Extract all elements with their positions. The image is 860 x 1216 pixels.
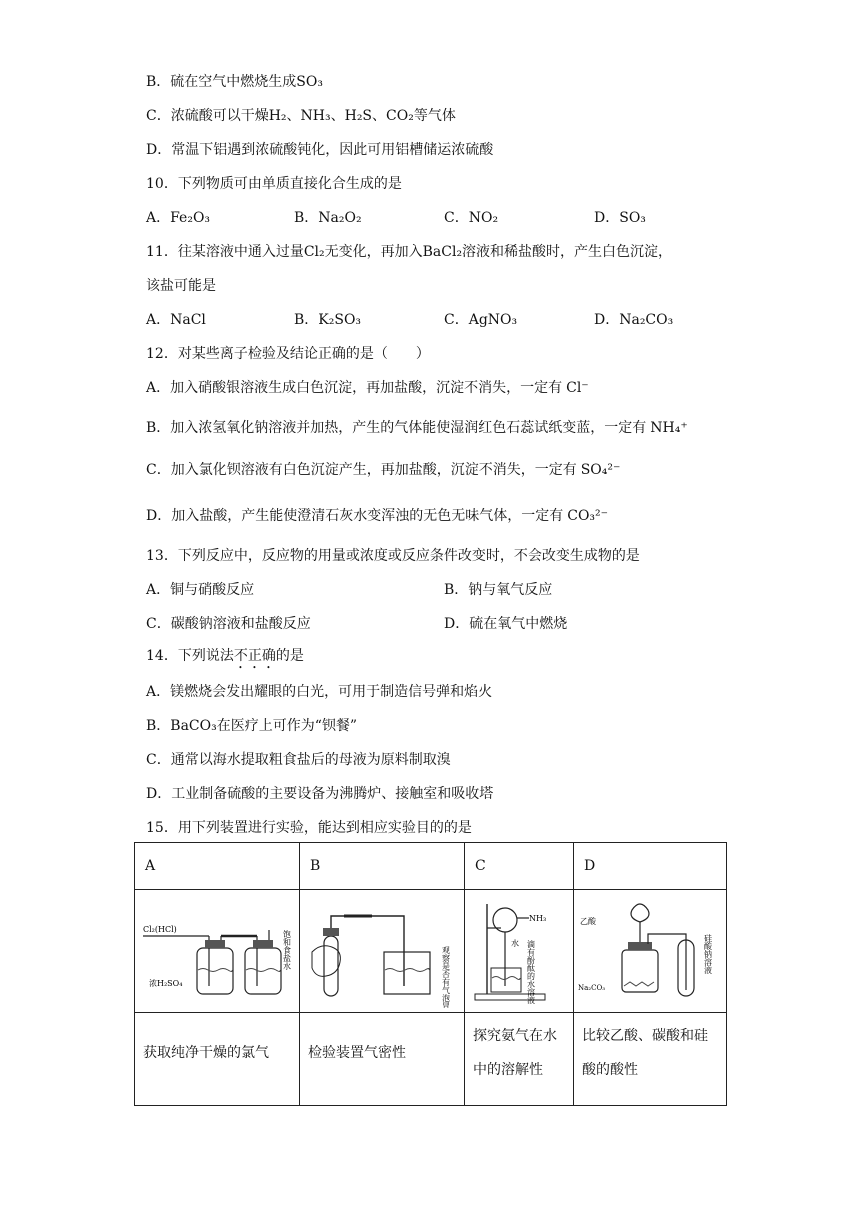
fig-a-side-label — [283, 929, 292, 970]
svg-text:硅酸钠溶液: 硅酸钠溶液 — [703, 934, 713, 974]
fig-a-acid-label: 浓H₂SO₄ — [149, 979, 183, 988]
q10-stem: 10．下列物质可由单质直接化合生成的是 — [146, 176, 402, 192]
fig-d-acid-label: 乙酸 — [580, 917, 596, 926]
fig-a-gas-label: Cl₂(HCl) — [143, 925, 177, 934]
q11-option-d: D．Na₂CO₃ — [594, 312, 674, 328]
svg-text:观察是否有气泡冒出: 观察是否有气泡冒出 — [441, 946, 451, 1008]
q12-option-a-text: A．加入硝酸银溶液生成白色沉淀，再加盐酸，沉淀不消失，一定有 — [146, 380, 563, 396]
q9-option-d: D．常温下铝遇到浓硫酸钝化，因此可用铝槽储运浓硫酸 — [146, 142, 494, 158]
q11-stem-line2: 该盐可能是 — [146, 278, 216, 294]
q15-header-c: C — [465, 843, 574, 890]
q12-option-d — [146, 506, 608, 526]
airtightness-test-diagram — [300, 890, 464, 1008]
q12-stem: 12．对某些离子检验及结论正确的是（ ） — [146, 346, 430, 362]
acid-strength-diagram — [574, 890, 726, 1008]
q10-option-a: A．Fe₂O₃ — [146, 210, 211, 226]
q14-option-b: B．BaCO₃在医疗上可作为“钡餐” — [146, 718, 358, 734]
q14-option-d: D．工业制备硫酸的主要设备为沸腾炉、接触室和吸收塔 — [146, 786, 494, 802]
q15-figure-c — [465, 890, 574, 1013]
q10-option-b: B．Na₂O₂ — [294, 210, 362, 226]
svg-text:滴有酚酞的水溶液: 滴有酚酞的水溶液 — [526, 940, 536, 1004]
q14-option-a: A．镁燃烧会发出耀眼的白光，可用于制造信号弹和焰火 — [146, 684, 493, 700]
q14-stem — [146, 646, 304, 672]
fig-c-water-label: 水 — [511, 939, 519, 948]
q12-option-c — [146, 460, 620, 480]
q9-option-b: B．硫在空气中燃烧生成SO₃ — [146, 74, 323, 90]
q15-apparatus-table — [134, 842, 727, 1106]
q12-option-b — [146, 418, 688, 438]
q15-caption-b: 检验装置气密性 — [300, 1013, 465, 1106]
fig-b-side-label — [442, 946, 451, 1008]
q10-option-c: C．NO₂ — [444, 210, 499, 226]
fig-d-salt-label: Na₂CO₃ — [578, 984, 606, 992]
q12-option-a — [146, 378, 589, 398]
q10-option-d: D．SO₃ — [594, 210, 646, 226]
q11-option-b: B．K₂SO₃ — [294, 312, 362, 328]
q13-option-d: D．硫在氧气中燃烧 — [444, 616, 568, 632]
ammonia-fountain-diagram — [465, 890, 573, 1008]
q13-option-c: C．碳酸钠溶液和盐酸反应 — [146, 616, 311, 632]
q14-stem-post: 的是 — [275, 648, 304, 664]
q15-caption-c: 探究氨气在水中的溶解性 — [465, 1013, 574, 1106]
q12-option-a-ion: Cl⁻ — [566, 380, 589, 396]
q15-figure-a — [135, 890, 300, 1013]
q12-option-c-text: C．加入氯化钡溶液有白色沉淀产生，再加盐酸，沉淀不消失，一定有 — [146, 462, 577, 478]
q13-option-b: B．钠与氧气反应 — [444, 582, 553, 598]
q12-option-b-ion: NH₄⁺ — [650, 420, 688, 436]
q15-header-d: D — [574, 843, 727, 890]
svg-text:饱和食盐水: 饱和食盐水 — [282, 930, 292, 970]
q14-stem-pre: 14．下列说法 — [146, 648, 234, 664]
fig-c-gas-label: NH₃ — [529, 914, 547, 923]
fig-d-side-label — [703, 933, 713, 975]
q15-figure-b — [300, 890, 465, 1013]
q15-caption-a: 获取纯净干燥的氯气 — [135, 1013, 300, 1106]
q12-option-c-ion: SO₄²⁻ — [580, 462, 621, 478]
fig-c-side-label — [527, 939, 536, 1005]
q15-stem: 15．用下列装置进行实验，能达到相应实验目的的是 — [146, 820, 472, 836]
q9-option-c: C．浓硫酸可以干燥H₂、NH₃、H₂S、CO₂等气体 — [146, 108, 456, 124]
q15-figure-d — [574, 890, 727, 1013]
q14-option-c: C．通常以海水提取粗食盐后的母液为原料制取溴 — [146, 752, 451, 768]
q15-header-b: B — [300, 843, 465, 890]
q15-header-a: A — [135, 843, 300, 890]
q12-option-d-text: D．加入盐酸，产生能使澄清石灰水变浑浊的无色无味气体，一定有 — [146, 508, 564, 524]
q13-stem: 13．下列反应中，反应物的用量或浓度或反应条件改变时，不会改变生成物的是 — [146, 548, 640, 564]
q11-option-c: C．AgNO₃ — [444, 312, 518, 328]
q14-stem-emphasis: 不正确 — [233, 648, 276, 664]
q15-caption-d: 比较乙酸、碳酸和硅酸的酸性 — [574, 1013, 727, 1106]
q12-option-d-ion: CO₃²⁻ — [567, 508, 609, 524]
q13-option-a: A．铜与硝酸反应 — [146, 582, 255, 598]
gas-washing-bottles-diagram — [135, 890, 299, 1008]
q12-option-b-text: B．加入浓氢氧化钠溶液并加热，产生的气体能使湿润红色石蕊试纸变蓝，一定有 — [146, 420, 647, 436]
q11-stem-line1: 11．往某溶液中通入过量Cl₂无变化，再加入BaCl₂溶液和稀盐酸时，产生白色沉淀， — [146, 244, 673, 260]
q11-option-a: A．NaCl — [146, 312, 206, 328]
